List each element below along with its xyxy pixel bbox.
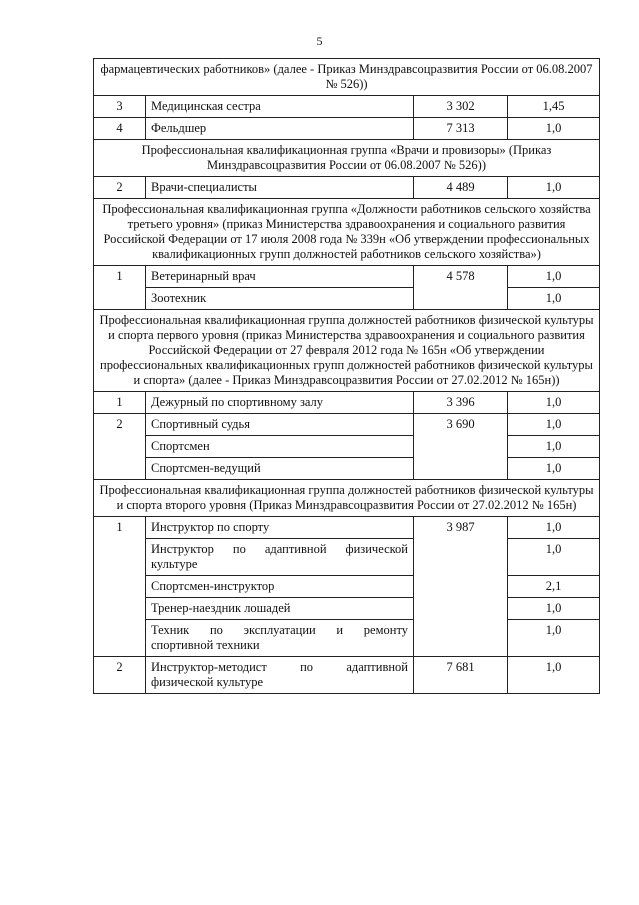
- position-name-line1: Техник по эксплуатации и ремонту: [151, 623, 408, 637]
- row-number: 1: [94, 266, 146, 310]
- coefficient: 1,0: [508, 392, 600, 414]
- position-name: [146, 620, 414, 657]
- position-name-line2: спортивной техники: [151, 638, 260, 652]
- table-row: [94, 598, 600, 620]
- table-row: [94, 96, 600, 118]
- position-name-line1: Инструктор по адаптивной физической: [151, 542, 408, 556]
- row-number: 2: [94, 414, 146, 480]
- coefficient: 1,0: [508, 458, 600, 480]
- coefficient: 1,0: [508, 118, 600, 140]
- position-name-line1: Инструктор-методист по адаптивной: [151, 660, 408, 674]
- table-row: [94, 517, 600, 539]
- base-salary: 3 302: [414, 96, 508, 118]
- position-name: Врачи-специалисты: [146, 177, 414, 199]
- coefficient: 1,0: [508, 539, 600, 576]
- salary-table: [93, 58, 600, 694]
- row-number: 1: [94, 517, 146, 657]
- position-name: Зоотехник: [146, 288, 414, 310]
- coefficient: 1,0: [508, 266, 600, 288]
- section-header: Профессиональная квалификационная группа «Должности работников сельского хозяйства третьего уровня» (приказ Министерства здравоохранения и социального развития Российской Федерации от 17 июля 2008 года № 339н «Об утверждении профессиональных квалификационных групп должностей работников сельского хозяйства»): [94, 199, 600, 266]
- row-number: 3: [94, 96, 146, 118]
- page-number: 5: [316, 34, 323, 48]
- table-row: [94, 392, 600, 414]
- coefficient: 1,45: [508, 96, 600, 118]
- position-name: Спортсмен-ведущий: [146, 458, 414, 480]
- table-row: [94, 288, 600, 310]
- base-salary: 4 578: [414, 266, 508, 310]
- position-name: Спортсмен-инструктор: [146, 576, 414, 598]
- position-name: Фельдшер: [146, 118, 414, 140]
- table-row: [94, 458, 600, 480]
- section-header: фармацевтических работников» (далее - Приказ Минздравсоцразвития России от 06.08.2007 № 526)): [94, 59, 600, 96]
- base-salary: 3 987: [414, 517, 508, 657]
- section-header-row: [94, 199, 600, 266]
- table-row: [94, 414, 600, 436]
- row-number: 4: [94, 118, 146, 140]
- coefficient: 1,0: [508, 657, 600, 694]
- position-name: [146, 539, 414, 576]
- row-number: 2: [94, 177, 146, 199]
- section-header-row: [94, 310, 600, 392]
- coefficient: 1,0: [508, 177, 600, 199]
- section-header: Профессиональная квалификационная группа должностей работников физической культуры и спорта второго уровня (Приказ Минздравсоцразвития России от 27.02.2012 № 165н): [94, 480, 600, 517]
- row-number: 1: [94, 392, 146, 414]
- position-name: Спортивный судья: [146, 414, 414, 436]
- section-header-row: [94, 480, 600, 517]
- coefficient: 1,0: [508, 414, 600, 436]
- position-name: Инструктор по спорту: [146, 517, 414, 539]
- table-row: [94, 657, 600, 694]
- base-salary: 3 690: [414, 414, 508, 480]
- table-row: [94, 436, 600, 458]
- table-row: [94, 177, 600, 199]
- base-salary: 7 313: [414, 118, 508, 140]
- table-row: [94, 576, 600, 598]
- coefficient: 1,0: [508, 620, 600, 657]
- coefficient: 1,0: [508, 288, 600, 310]
- base-salary: 3 396: [414, 392, 508, 414]
- position-name: Медицинская сестра: [146, 96, 414, 118]
- section-header: Профессиональная квалификационная группа «Врачи и провизоры» (Приказ Минздравсоцразвития России от 06.08.2007 № 526)): [94, 140, 600, 177]
- table-row: [94, 620, 600, 657]
- position-name-line2: физической культуре: [151, 675, 264, 689]
- base-salary: 4 489: [414, 177, 508, 199]
- base-salary: 7 681: [414, 657, 508, 694]
- coefficient: 2,1: [508, 576, 600, 598]
- position-name: Спортсмен: [146, 436, 414, 458]
- position-name: [146, 657, 414, 694]
- section-header: Профессиональная квалификационная группа должностей работников физической культуры и спорта первого уровня (приказ Министерства здравоохранения и социального развития Российской Федерации от 27 февраля 2012 года № 165н «Об утверждении профессиональных квалификационных групп должностей работников физической культуры и спорта» (далее - Приказ Минздравсоцразвития России от 27.02.2012 № 165н)): [94, 310, 600, 392]
- table-row: [94, 539, 600, 576]
- table-row: [94, 266, 600, 288]
- position-name: Дежурный по спортивному залу: [146, 392, 414, 414]
- row-number: 2: [94, 657, 146, 694]
- section-header-row: [94, 59, 600, 96]
- coefficient: 1,0: [508, 517, 600, 539]
- position-name: Тренер-наездник лошадей: [146, 598, 414, 620]
- coefficient: 1,0: [508, 598, 600, 620]
- position-name: Ветеринарный врач: [146, 266, 414, 288]
- coefficient: 1,0: [508, 436, 600, 458]
- table-row: [94, 118, 600, 140]
- position-name-line2: культуре: [151, 557, 198, 571]
- section-header-row: [94, 140, 600, 177]
